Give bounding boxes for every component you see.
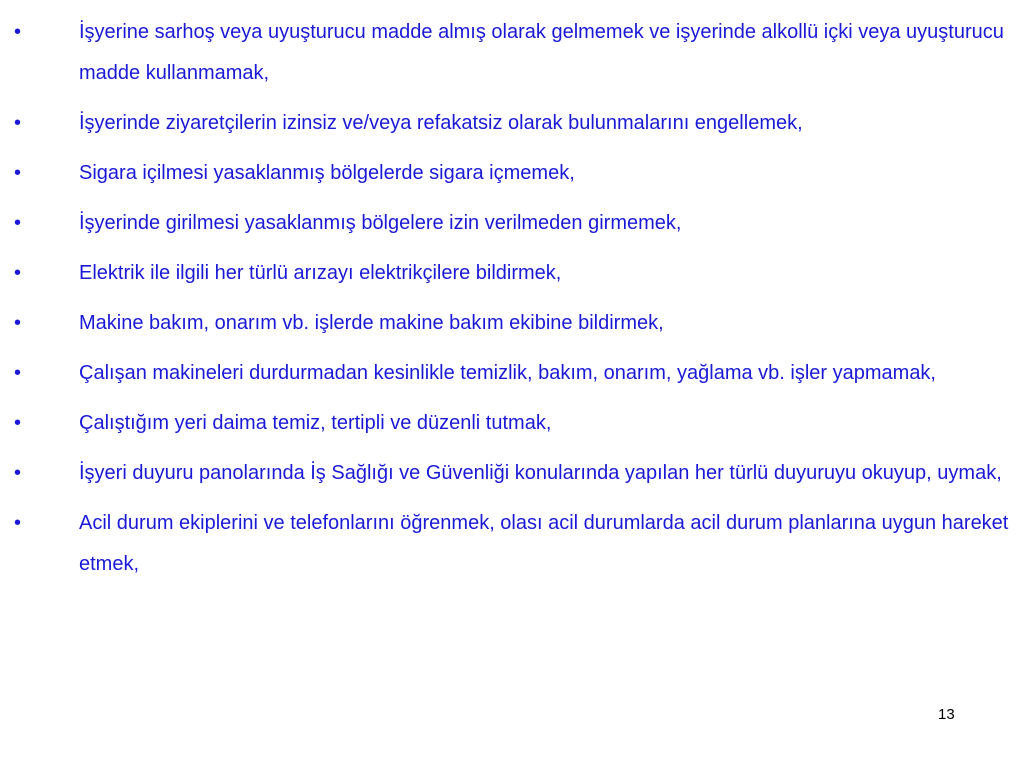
bullet-item bbox=[0, 153, 1024, 194]
bullet-text: İşyerinde girilmesi yasaklanmış bölgelere izin verilmeden girmemek, bbox=[79, 212, 682, 234]
bullet-icon: • bbox=[14, 112, 22, 134]
bullet-icon: • bbox=[14, 21, 22, 43]
bullet-item bbox=[0, 453, 1024, 494]
bullet-list bbox=[0, 12, 1024, 594]
bullet-text: Çalıştığım yeri daima temiz, tertipli ve düzenli tutmak, bbox=[79, 412, 552, 434]
page-number: 13 bbox=[938, 706, 955, 723]
bullet-icon: • bbox=[14, 412, 22, 434]
bullet-text: Makine bakım, onarım vb. işlerde makine bakım ekibine bildirmek, bbox=[79, 312, 664, 334]
bullet-text: Acil durum ekiplerini ve telefonlarını öğrenmek, olası acil durumlarda acil durum planlarına uygun hareket etmek, bbox=[79, 512, 1009, 575]
bullet-icon: • bbox=[14, 512, 22, 534]
bullet-item bbox=[0, 353, 1024, 394]
bullet-text: İşyeri duyuru panolarında İş Sağlığı ve Güvenliği konularında yapılan her türlü duyuruyu okuyup, uymak, bbox=[79, 462, 1002, 484]
bullet-text: İşyerinde ziyaretçilerin izinsiz ve/veya refakatsiz olarak bulunmalarını engellemek, bbox=[79, 112, 803, 134]
bullet-item bbox=[0, 403, 1024, 444]
bullet-item bbox=[0, 203, 1024, 244]
bullet-item bbox=[0, 103, 1024, 144]
bullet-item bbox=[0, 253, 1024, 294]
bullet-icon: • bbox=[14, 212, 22, 234]
bullet-item bbox=[0, 503, 1024, 585]
bullet-icon: • bbox=[14, 362, 22, 384]
bullet-item bbox=[0, 12, 1024, 94]
bullet-icon: • bbox=[14, 462, 22, 484]
bullet-icon: • bbox=[14, 162, 22, 184]
bullet-text: İşyerine sarhoş veya uyuşturucu madde almış olarak gelmemek ve işyerinde alkollü içki veya uyuşturucu madde kullanmamak, bbox=[79, 21, 1004, 84]
bullet-text: Çalışan makineleri durdurmadan kesinlikle temizlik, bakım, onarım, yağlama vb. işler yapmamak, bbox=[79, 362, 936, 384]
bullet-icon: • bbox=[14, 312, 22, 334]
bullet-text: Elektrik ile ilgili her türlü arızayı elektrikçilere bildirmek, bbox=[79, 262, 562, 284]
bullet-text: Sigara içilmesi yasaklanmış bölgelerde sigara içmemek, bbox=[79, 162, 575, 184]
bullet-item bbox=[0, 303, 1024, 344]
bullet-icon: • bbox=[14, 262, 22, 284]
